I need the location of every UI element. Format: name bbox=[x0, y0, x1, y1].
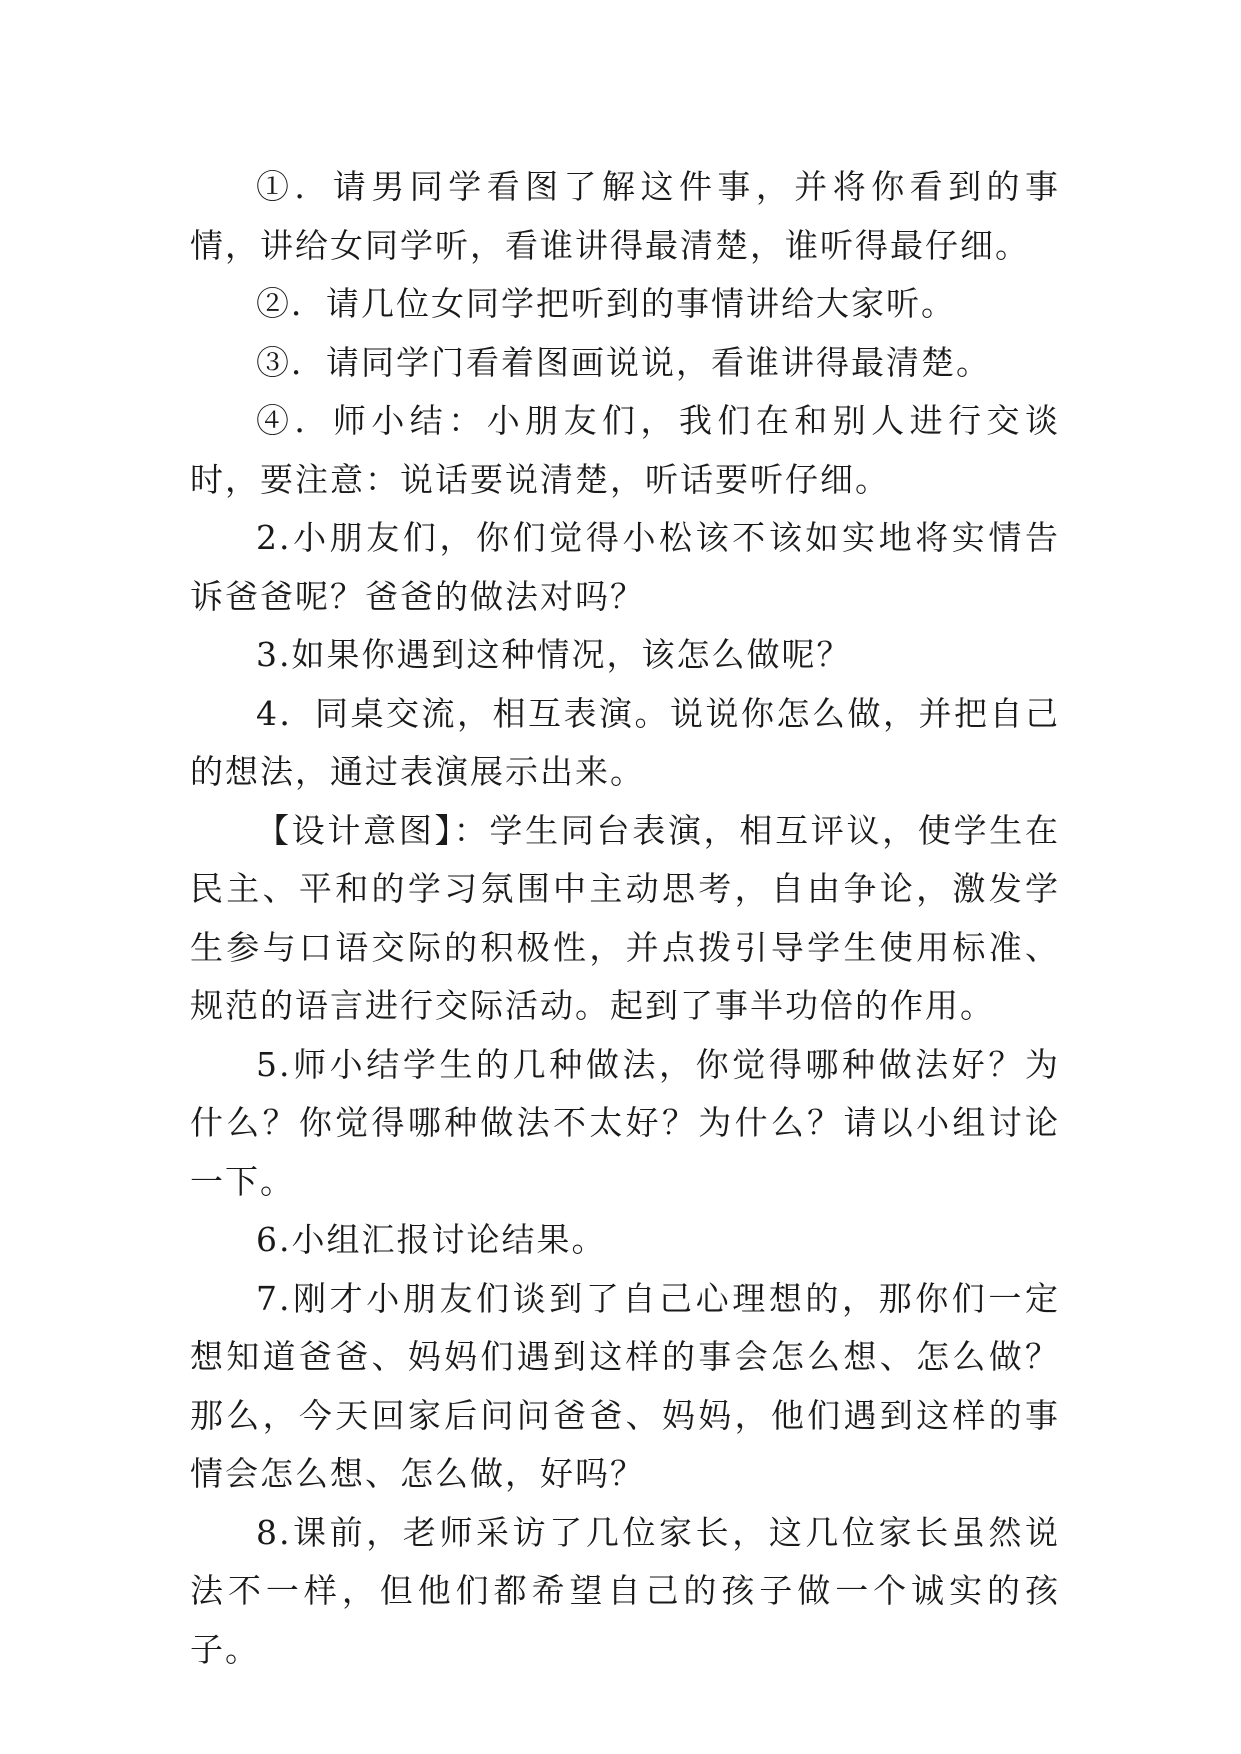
paragraph-design-intent: 【设计意图】：学生同台表演，相互评议，使学生在民主、平和的学习氛围中主动思考，自由争论，激发学生参与口语交际的积极性，并点拨引导学生使用标准、规范的语言进行交际活动。起到了事半功倍的作用。 bbox=[190, 810, 1060, 1025]
paragraph-step-3: ③．请同学门看着图画说说，看谁讲得最清楚。 bbox=[256, 342, 991, 382]
document-body bbox=[190, 158, 1060, 1679]
paragraph-item-5: 5.师小结学生的几种做法，你觉得哪种做法好？为什么？你觉得哪种做法不太好？为什么？请以小组讨论一下。 bbox=[190, 1044, 1060, 1201]
paragraph-item-8: 8.课前，老师采访了几位家长，这几位家长虽然说法不一样，但他们都希望自己的孩子做一个诚实的孩子。 bbox=[190, 1512, 1060, 1669]
paragraph-step-2: ②．请几位女同学把听到的事情讲给大家听。 bbox=[256, 284, 956, 323]
paragraph-item-3: 3.如果你遇到这种情况，该怎么做呢？ bbox=[256, 635, 852, 674]
paragraph-item-7: 7.刚才小朋友们谈到了自己心理想的，那你们一定想知道爸爸、妈妈们遇到这样的事会怎么想、怎么做？那么，今天回家后问问爸爸、妈妈，他们遇到这样的事情会怎么想、怎么做，好吗？ bbox=[190, 1278, 1060, 1493]
paragraph-step-1: ①．请男同学看图了解这件事，并将你看到的事情，讲给女同学听，看谁讲得最清楚，谁听得最仔细。 bbox=[190, 167, 1060, 265]
paragraph-item-2: 2.小朋友们，你们觉得小松该不该如实地将实情告诉爸爸呢？爸爸的做法对吗？ bbox=[190, 518, 1060, 616]
paragraph-step-4: ④．师小结：小朋友们，我们在和别人进行交谈时，要注意：说话要说清楚，听话要听仔细。 bbox=[190, 401, 1060, 499]
paragraph-item-4: 4．同桌交流，相互表演。说说你怎么做，并把自己的想法，通过表演展示出来。 bbox=[190, 693, 1060, 791]
paragraph-item-6: 6.小组汇报讨论结果。 bbox=[256, 1220, 607, 1259]
